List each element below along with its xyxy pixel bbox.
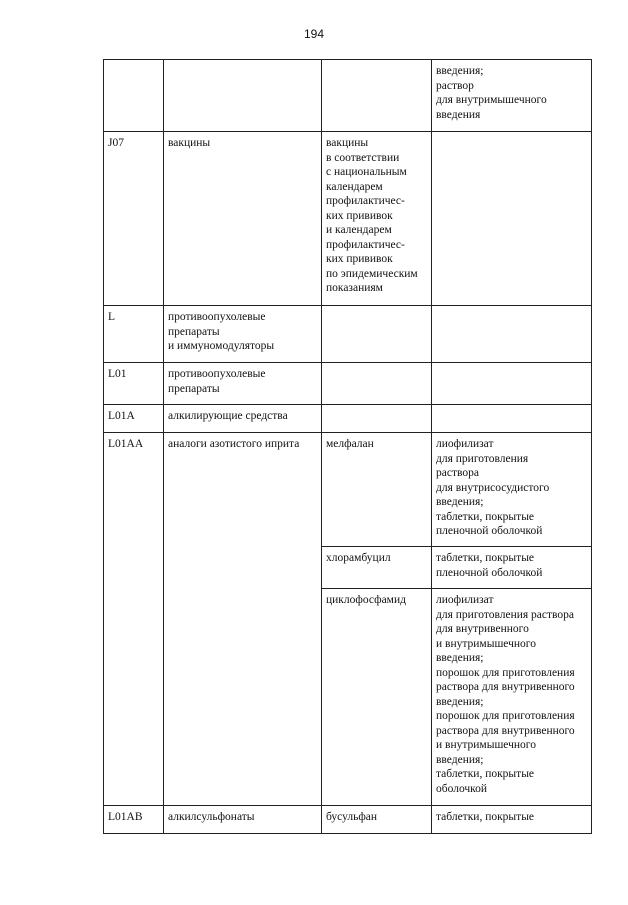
drug-name-cell: бусульфан <box>322 806 432 834</box>
dosage-form-cell: лиофилизат для приготовления раствора для внутрисосудистого введения; таблетки, покрытые пленочной оболочкой <box>432 433 592 547</box>
table-row <box>104 363 592 405</box>
atc-code-cell: L01A <box>104 405 164 433</box>
group-name-cell: вакцины <box>164 132 322 306</box>
page-number: 194 <box>303 27 325 41</box>
drug-name-cell <box>322 60 432 132</box>
table-row <box>104 433 592 547</box>
table-row <box>104 60 592 132</box>
table-row <box>104 306 592 363</box>
atc-code-cell <box>104 60 164 132</box>
drug-name-cell: мелфалан <box>322 433 432 547</box>
drug-name-cell: хлорамбуцил <box>322 547 432 589</box>
dosage-form-cell <box>432 363 592 405</box>
atc-code-cell: L01AA <box>104 433 164 806</box>
dosage-form-cell: таблетки, покрытые пленочной оболочкой <box>432 547 592 589</box>
drug-name-cell <box>322 405 432 433</box>
atc-code-cell: L01 <box>104 363 164 405</box>
dosage-form-cell: введения; раствор для внутримышечного введения <box>432 60 592 132</box>
drug-name-cell <box>322 363 432 405</box>
group-name-cell <box>164 60 322 132</box>
group-name-cell: аналоги азотистого иприта <box>164 433 322 806</box>
atc-code-cell: L01AB <box>104 806 164 834</box>
dosage-form-cell <box>432 306 592 363</box>
table-row <box>104 806 592 834</box>
dosage-form-cell <box>432 405 592 433</box>
group-name-cell: противоопухолевые препараты <box>164 363 322 405</box>
dosage-form-cell: лиофилизат для приготовления раствора для внутривенного и внутримышечного введения; порошок для приготовления раствора для внутривенного введения; порошок для приготовления раствора для внутривенного и внутримышечного введения; таблетки, покрытые оболочкой <box>432 589 592 806</box>
atc-code-cell: L <box>104 306 164 363</box>
group-name-cell: противоопухолевые препараты и иммуномодуляторы <box>164 306 322 363</box>
drug-name-cell <box>322 306 432 363</box>
table-row <box>104 132 592 306</box>
dosage-form-cell <box>432 132 592 306</box>
drug-name-cell: вакцины в соответствии с национальным календарем профилактичес- ких прививок и календарем профилактичес- ких прививок по эпидемическим показаниям <box>322 132 432 306</box>
table-row <box>104 405 592 433</box>
group-name-cell: алкилирующие средства <box>164 405 322 433</box>
drug-name-cell: циклофосфамид <box>322 589 432 806</box>
drug-classification-table <box>103 59 592 834</box>
atc-code-cell: J07 <box>104 132 164 306</box>
dosage-form-cell: таблетки, покрытые <box>432 806 592 834</box>
group-name-cell: алкилсульфонаты <box>164 806 322 834</box>
